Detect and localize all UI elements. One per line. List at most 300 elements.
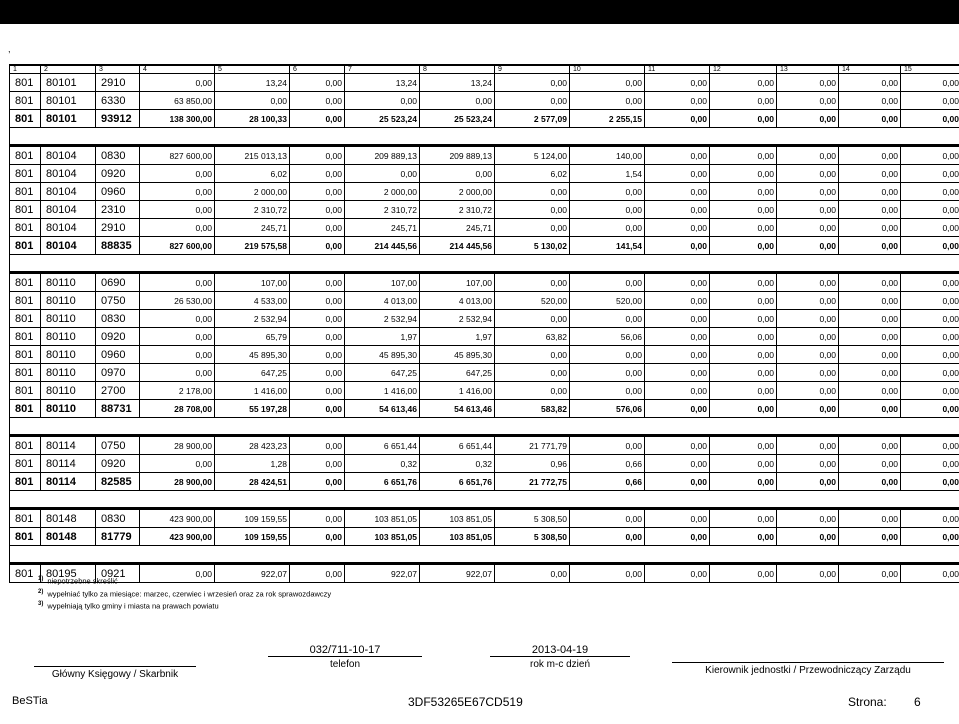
table-cell: 0,00 xyxy=(710,310,777,328)
table-cell: 0,00 xyxy=(290,473,345,491)
table-cell: 0,00 xyxy=(839,219,901,237)
table-cell: 5 308,50 xyxy=(495,528,570,546)
table-sum-row xyxy=(10,528,959,546)
table-cell: 107,00 xyxy=(420,274,495,292)
table-cell: 0,00 xyxy=(645,237,710,255)
table-cell: 0,00 xyxy=(710,364,777,382)
table-cell: 801 xyxy=(10,364,41,382)
table-cell: 0,00 xyxy=(290,274,345,292)
table-cell: 0,00 xyxy=(901,110,959,128)
column-number: 8 xyxy=(420,65,495,74)
table-cell: 54 613,46 xyxy=(420,400,495,418)
table-cell: 0,00 xyxy=(290,147,345,165)
table-cell: 0,00 xyxy=(140,565,215,583)
footer-app-name: BeSTia xyxy=(12,695,48,707)
table-cell: 0,00 xyxy=(290,110,345,128)
table-cell: 801 xyxy=(10,382,41,400)
table-cell: 0830 xyxy=(96,510,140,528)
table-cell: 2310 xyxy=(96,201,140,219)
table-cell: 80110 xyxy=(41,382,96,400)
table-cell: 0,00 xyxy=(570,528,645,546)
table-cell: 0,00 xyxy=(645,437,710,455)
table-cell: 0,00 xyxy=(140,201,215,219)
table-cell: 80104 xyxy=(41,165,96,183)
table-cell: 209 889,13 xyxy=(420,147,495,165)
table-cell: 576,06 xyxy=(570,400,645,418)
table-cell: 109 159,55 xyxy=(215,510,290,528)
table-cell: 0,00 xyxy=(777,201,839,219)
table-cell: 80148 xyxy=(41,528,96,546)
table-cell: 0,00 xyxy=(495,183,570,201)
table-cell: 0,00 xyxy=(839,328,901,346)
table-row xyxy=(10,364,959,382)
table-cell: 0,00 xyxy=(290,165,345,183)
table-cell: 801 xyxy=(10,473,41,491)
table-cell: 0,00 xyxy=(839,528,901,546)
table-cell: 0,00 xyxy=(901,165,959,183)
table-cell: 801 xyxy=(10,219,41,237)
table-cell: 0,00 xyxy=(290,219,345,237)
table-cell: 520,00 xyxy=(495,292,570,310)
table-cell: 0,00 xyxy=(570,364,645,382)
column-number: 1 xyxy=(10,65,41,74)
table-cell: 209 889,13 xyxy=(345,147,420,165)
table-cell: 0,00 xyxy=(777,328,839,346)
table-cell: 0,00 xyxy=(420,165,495,183)
table-cell: 0,00 xyxy=(710,400,777,418)
table-cell: 0,00 xyxy=(839,92,901,110)
table-cell: 0,00 xyxy=(290,310,345,328)
table-cell: 0,00 xyxy=(901,565,959,583)
table-cell: 0,00 xyxy=(290,364,345,382)
table-cell: 1 416,00 xyxy=(215,382,290,400)
table-cell: 21 772,75 xyxy=(495,473,570,491)
table-cell: 0750 xyxy=(96,437,140,455)
table-cell: 922,07 xyxy=(420,565,495,583)
table-cell: 0,00 xyxy=(290,346,345,364)
table-cell: 0,00 xyxy=(140,219,215,237)
table-cell: 0920 xyxy=(96,328,140,346)
table-cell: 827 600,00 xyxy=(140,147,215,165)
table-cell: 0,00 xyxy=(901,400,959,418)
table-cell: 0,00 xyxy=(777,74,839,92)
table-cell: 0,00 xyxy=(777,147,839,165)
table-cell: 0,00 xyxy=(839,110,901,128)
table-row xyxy=(10,201,959,219)
table-cell: 88731 xyxy=(96,400,140,418)
table-cell: 922,07 xyxy=(345,565,420,583)
table-cell: 0,00 xyxy=(140,328,215,346)
table-cell: 25 523,24 xyxy=(345,110,420,128)
table-cell: 0,00 xyxy=(645,382,710,400)
table-cell: 647,25 xyxy=(420,364,495,382)
table-cell: 0,00 xyxy=(290,92,345,110)
table-cell: 2 178,00 xyxy=(140,382,215,400)
table-cell: 801 xyxy=(10,565,41,583)
table-cell: 0,00 xyxy=(710,292,777,310)
table-cell: 0,00 xyxy=(495,74,570,92)
table-cell: 0,00 xyxy=(710,274,777,292)
table-cell: 28 424,51 xyxy=(215,473,290,491)
table-cell: 0,00 xyxy=(570,183,645,201)
table-cell: 63,82 xyxy=(495,328,570,346)
table-cell: 1,28 xyxy=(215,455,290,473)
table-cell: 80114 xyxy=(41,473,96,491)
table-cell: 520,00 xyxy=(570,292,645,310)
column-number: 15 xyxy=(901,65,959,74)
table-cell: 0,00 xyxy=(901,455,959,473)
table-cell: 82585 xyxy=(96,473,140,491)
column-number: 5 xyxy=(215,65,290,74)
table-cell: 0,66 xyxy=(570,473,645,491)
date-field xyxy=(490,644,630,670)
table-cell: 45 895,30 xyxy=(215,346,290,364)
table-cell: 801 xyxy=(10,400,41,418)
table-cell: 0,00 xyxy=(645,400,710,418)
table-cell: 647,25 xyxy=(345,364,420,382)
table-cell: 0,00 xyxy=(215,92,290,110)
table-cell: 0,00 xyxy=(495,201,570,219)
table-cell: 2 310,72 xyxy=(345,201,420,219)
table-cell: 0,00 xyxy=(777,292,839,310)
table-cell: 423 900,00 xyxy=(140,510,215,528)
table-cell: 0,00 xyxy=(839,382,901,400)
table-cell: 6 651,44 xyxy=(345,437,420,455)
table-row xyxy=(10,92,959,110)
table-cell: 6330 xyxy=(96,92,140,110)
table-cell: 0,00 xyxy=(645,455,710,473)
table-cell: 0,00 xyxy=(777,400,839,418)
table-cell: 0,00 xyxy=(140,346,215,364)
table-cell: 0,00 xyxy=(645,219,710,237)
table-cell: 80110 xyxy=(41,400,96,418)
table-cell: 0,00 xyxy=(839,510,901,528)
table-cell: 1,54 xyxy=(570,165,645,183)
column-number: 11 xyxy=(645,65,710,74)
table-cell: 28 900,00 xyxy=(140,473,215,491)
table-cell: 0,00 xyxy=(777,437,839,455)
table-cell: 0,00 xyxy=(839,201,901,219)
table-cell: 80104 xyxy=(41,237,96,255)
table-cell: 0,00 xyxy=(839,183,901,201)
table-cell: 801 xyxy=(10,74,41,92)
table-cell: 0,00 xyxy=(645,165,710,183)
table-cell: 54 613,46 xyxy=(345,400,420,418)
table-cell: 141,54 xyxy=(570,237,645,255)
table-cell: 13,24 xyxy=(215,74,290,92)
table-cell: 801 xyxy=(10,165,41,183)
table-cell: 80110 xyxy=(41,310,96,328)
table-cell: 25 523,24 xyxy=(420,110,495,128)
table-cell: 0,00 xyxy=(570,74,645,92)
table-cell: 80101 xyxy=(41,74,96,92)
table-cell: 801 xyxy=(10,274,41,292)
table-cell: 0,32 xyxy=(345,455,420,473)
table-cell: 0,00 xyxy=(777,455,839,473)
table-cell: 214 445,56 xyxy=(420,237,495,255)
table-cell: 2 000,00 xyxy=(345,183,420,201)
table-cell: 0,00 xyxy=(710,74,777,92)
group-gap xyxy=(10,128,959,146)
table-cell: 2 577,09 xyxy=(495,110,570,128)
table-cell: 0,00 xyxy=(290,292,345,310)
table-row xyxy=(10,74,959,92)
accountant-label: Główny Księgowy / Skarbnik xyxy=(51,669,179,680)
table-cell: 0750 xyxy=(96,292,140,310)
head-label: Kierownik jednostki / Przewodniczący Zarządu xyxy=(705,665,911,676)
table-cell: 0,00 xyxy=(901,528,959,546)
table-cell: 80104 xyxy=(41,147,96,165)
table-cell: 0,00 xyxy=(645,328,710,346)
table-cell: 4 013,00 xyxy=(345,292,420,310)
footnote: $^{3)}$ wypełniają tylko gminy i miasta na prawach powiatu xyxy=(38,601,219,611)
table-cell: 0,00 xyxy=(777,364,839,382)
table-cell: 0,00 xyxy=(710,183,777,201)
table-cell: 2910 xyxy=(96,74,140,92)
table-cell: 0,00 xyxy=(901,183,959,201)
table-cell: 0,00 xyxy=(839,400,901,418)
table-cell: 0,00 xyxy=(570,565,645,583)
table-cell: 13,24 xyxy=(345,74,420,92)
column-number: 2 xyxy=(41,65,96,74)
table-cell: 0690 xyxy=(96,274,140,292)
table-cell: 0,00 xyxy=(570,346,645,364)
table-cell: 63 850,00 xyxy=(140,92,215,110)
column-number: 12 xyxy=(710,65,777,74)
group-gap xyxy=(10,418,959,436)
table-row xyxy=(10,437,959,455)
table-row xyxy=(10,147,959,165)
table-cell: 0,00 xyxy=(290,455,345,473)
table-cell: 0,00 xyxy=(777,565,839,583)
table-cell: 0,00 xyxy=(495,219,570,237)
table-cell: 0,00 xyxy=(140,165,215,183)
table-cell: 801 xyxy=(10,237,41,255)
table-cell: 801 xyxy=(10,292,41,310)
table-cell: 0,00 xyxy=(645,274,710,292)
table-cell: 4 533,00 xyxy=(215,292,290,310)
table-cell: 80110 xyxy=(41,292,96,310)
table-cell: 0,32 xyxy=(420,455,495,473)
table-cell: 80101 xyxy=(41,92,96,110)
table-cell: 0,00 xyxy=(290,528,345,546)
table-cell: 1 416,00 xyxy=(345,382,420,400)
table-cell: 45 895,30 xyxy=(420,346,495,364)
table-cell: 0,00 xyxy=(839,274,901,292)
table-cell: 80148 xyxy=(41,510,96,528)
table-cell: 6,02 xyxy=(495,165,570,183)
table-cell: 28 708,00 xyxy=(140,400,215,418)
table-row xyxy=(10,183,959,201)
table-sum-row xyxy=(10,400,959,418)
column-number: 14 xyxy=(839,65,901,74)
table-cell: 0,00 xyxy=(710,237,777,255)
table-cell: 801 xyxy=(10,201,41,219)
table-cell: 0,00 xyxy=(901,274,959,292)
table-cell: 0,00 xyxy=(839,165,901,183)
table-cell: 827 600,00 xyxy=(140,237,215,255)
table-cell: 0,00 xyxy=(645,310,710,328)
table-cell: 0,00 xyxy=(710,92,777,110)
table-cell: 2700 xyxy=(96,382,140,400)
table-cell: 0,00 xyxy=(777,346,839,364)
table-cell: 0,00 xyxy=(645,565,710,583)
table-cell: 801 xyxy=(10,455,41,473)
table-cell: 0,00 xyxy=(645,110,710,128)
head-signature xyxy=(672,650,944,676)
table-cell: 0,00 xyxy=(710,219,777,237)
budget-report-table xyxy=(9,64,959,583)
table-cell: 0,00 xyxy=(495,382,570,400)
table-cell: 0,00 xyxy=(901,92,959,110)
table-cell: 80110 xyxy=(41,274,96,292)
table-cell: 28 423,23 xyxy=(215,437,290,455)
table-cell: 0,00 xyxy=(901,74,959,92)
table-cell: 2 532,94 xyxy=(215,310,290,328)
table-cell: 0,00 xyxy=(645,183,710,201)
table-cell: 0,00 xyxy=(901,437,959,455)
table-cell: 107,00 xyxy=(215,274,290,292)
column-number: 7 xyxy=(345,65,420,74)
table-cell: 0,00 xyxy=(290,183,345,201)
table-cell: 0960 xyxy=(96,346,140,364)
table-cell: 80110 xyxy=(41,364,96,382)
table-cell: 21 771,79 xyxy=(495,437,570,455)
table-cell: 0,00 xyxy=(570,274,645,292)
table-cell: 801 xyxy=(10,346,41,364)
table-cell: 107,00 xyxy=(345,274,420,292)
table-cell: 80110 xyxy=(41,346,96,364)
table-cell: 0,00 xyxy=(777,165,839,183)
table-cell: 0,00 xyxy=(901,147,959,165)
table-cell: 0,00 xyxy=(645,364,710,382)
table-cell: 0,00 xyxy=(290,400,345,418)
table-cell: 0,00 xyxy=(710,382,777,400)
table-cell: 0,00 xyxy=(345,165,420,183)
table-cell: 0,00 xyxy=(777,382,839,400)
table-cell: 0,00 xyxy=(777,473,839,491)
table-cell: 0,00 xyxy=(839,310,901,328)
table-cell: 0,00 xyxy=(710,565,777,583)
accountant-signature xyxy=(34,654,196,680)
table-cell: 0,00 xyxy=(777,110,839,128)
date-label: rok m-c dzień xyxy=(529,659,590,670)
table-row xyxy=(10,346,959,364)
table-cell: 0,96 xyxy=(495,455,570,473)
table-cell: 0,00 xyxy=(901,510,959,528)
table-cell: 13,24 xyxy=(420,74,495,92)
table-cell: 0,00 xyxy=(710,346,777,364)
table-cell: 0,00 xyxy=(290,201,345,219)
table-cell: 0,66 xyxy=(570,455,645,473)
table-cell: 2 310,72 xyxy=(420,201,495,219)
footnotes xyxy=(38,574,331,612)
table-cell: 0,00 xyxy=(839,455,901,473)
table-cell: 0,00 xyxy=(290,382,345,400)
table-cell: 0830 xyxy=(96,147,140,165)
table-cell: 109 159,55 xyxy=(215,528,290,546)
table-cell: 583,82 xyxy=(495,400,570,418)
table-cell: 0,00 xyxy=(777,219,839,237)
table-cell: 80101 xyxy=(41,110,96,128)
table-cell: 80104 xyxy=(41,219,96,237)
column-number: 6 xyxy=(290,65,345,74)
column-number: 9 xyxy=(495,65,570,74)
table-cell: 0,00 xyxy=(777,528,839,546)
table-cell: 0,00 xyxy=(290,328,345,346)
table-cell: 0960 xyxy=(96,183,140,201)
group-gap xyxy=(10,546,959,564)
table-cell: 0,00 xyxy=(495,310,570,328)
table-cell: 2 532,94 xyxy=(345,310,420,328)
column-number-row xyxy=(10,65,959,74)
table-cell: 80104 xyxy=(41,201,96,219)
scan-top-border xyxy=(0,0,959,24)
table-cell: 0,00 xyxy=(901,382,959,400)
table-cell: 56,06 xyxy=(570,328,645,346)
table-cell: 28 900,00 xyxy=(140,437,215,455)
table-cell: 2 000,00 xyxy=(420,183,495,201)
table-cell: 5 308,50 xyxy=(495,510,570,528)
table-cell: 0,00 xyxy=(710,110,777,128)
group-gap xyxy=(10,491,959,509)
table-row xyxy=(10,328,959,346)
table-cell: 80114 xyxy=(41,455,96,473)
phone-field xyxy=(268,644,422,670)
table-cell: 55 197,28 xyxy=(215,400,290,418)
phone-value: 032/711-10-17 xyxy=(309,644,381,656)
table-cell: 801 xyxy=(10,183,41,201)
table-cell: 1,97 xyxy=(420,328,495,346)
footer-page-label: Strona: xyxy=(848,695,887,709)
table-cell: 0,00 xyxy=(570,219,645,237)
table-cell: 0,00 xyxy=(839,364,901,382)
table-cell: 88835 xyxy=(96,237,140,255)
table-cell: 245,71 xyxy=(420,219,495,237)
table-cell: 6 651,76 xyxy=(345,473,420,491)
table-cell: 0,00 xyxy=(777,274,839,292)
table-cell: 0,00 xyxy=(901,364,959,382)
table-cell: 0,00 xyxy=(901,219,959,237)
table-cell: 801 xyxy=(10,510,41,528)
scan-mark: , xyxy=(8,44,11,54)
table-cell: 4 013,00 xyxy=(420,292,495,310)
table-cell: 2910 xyxy=(96,219,140,237)
table-cell: 0,00 xyxy=(901,237,959,255)
table-cell: 0,00 xyxy=(777,92,839,110)
table-cell: 0,00 xyxy=(901,292,959,310)
table-cell: 801 xyxy=(10,437,41,455)
table-cell: 0,00 xyxy=(901,310,959,328)
table-cell: 0,00 xyxy=(495,92,570,110)
table-cell: 423 900,00 xyxy=(140,528,215,546)
table-cell: 6,02 xyxy=(215,165,290,183)
table-cell: 0,00 xyxy=(570,310,645,328)
table-cell: 0,00 xyxy=(645,528,710,546)
table-cell: 103 851,05 xyxy=(345,528,420,546)
table-cell: 0,00 xyxy=(645,473,710,491)
column-number: 3 xyxy=(96,65,140,74)
table-cell: 801 xyxy=(10,528,41,546)
table-cell: 801 xyxy=(10,147,41,165)
table-cell: 0,00 xyxy=(290,74,345,92)
table-cell: 26 530,00 xyxy=(140,292,215,310)
table-cell: 801 xyxy=(10,310,41,328)
table-cell: 0,00 xyxy=(710,147,777,165)
table-cell: 0,00 xyxy=(777,237,839,255)
table-cell: 65,79 xyxy=(215,328,290,346)
table-cell: 0,00 xyxy=(839,565,901,583)
